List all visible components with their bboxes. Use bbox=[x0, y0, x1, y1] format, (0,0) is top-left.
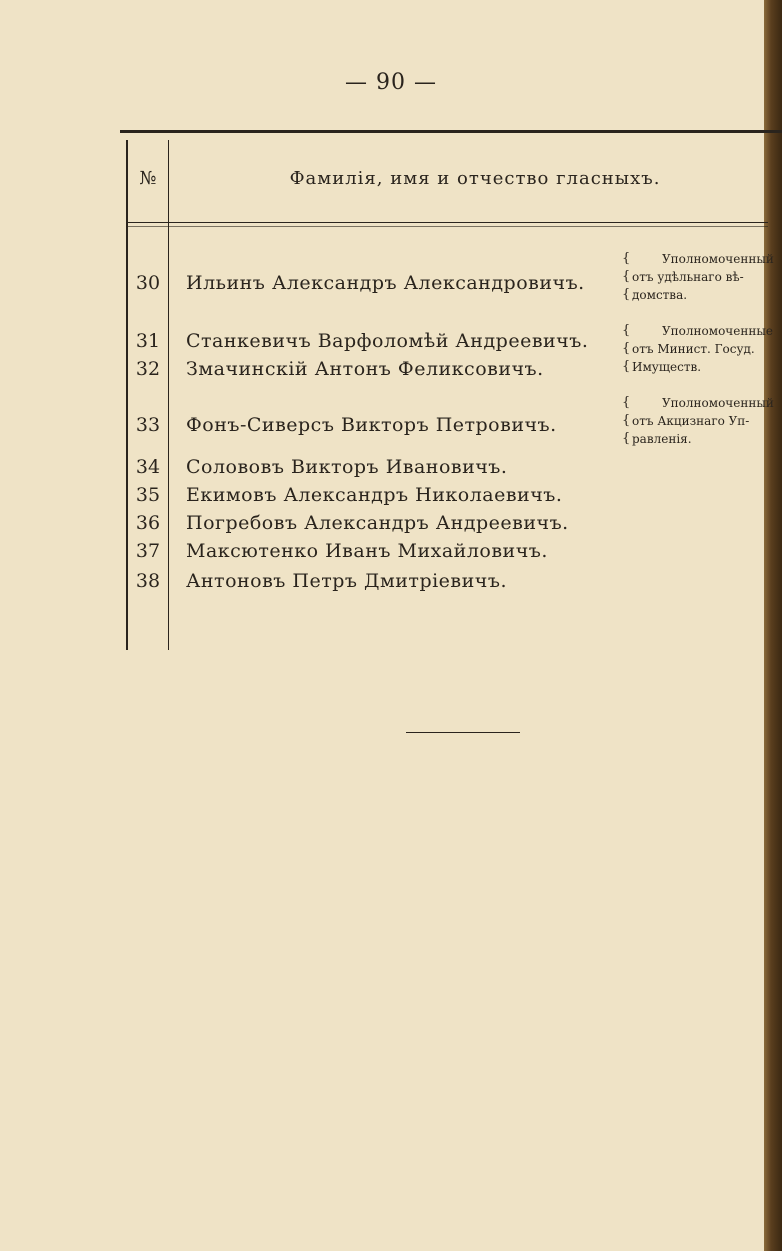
header-name: Фамилія, имя и отчество гласныхъ. bbox=[289, 168, 661, 189]
note-line: Имуществ. bbox=[632, 360, 702, 374]
table-top-rule bbox=[120, 130, 782, 133]
row-name: Екимовъ Александръ Николаевичъ. bbox=[186, 484, 563, 506]
header-bottom-rule bbox=[128, 222, 768, 223]
note-block bbox=[622, 322, 782, 376]
note-line: отъ Акцизнаго Уп- bbox=[632, 414, 750, 428]
note-line: отъ удѣльнаго вѣ- bbox=[632, 270, 744, 284]
row-name: Максютенко Иванъ Михайловичъ. bbox=[186, 540, 548, 562]
row-number: 38 bbox=[135, 570, 161, 592]
row-number: 37 bbox=[135, 540, 161, 562]
row-number: 31 bbox=[135, 330, 161, 352]
header-number: № bbox=[139, 168, 157, 189]
row-number: 36 bbox=[135, 512, 161, 534]
row-number: 33 bbox=[135, 414, 161, 436]
row-number: 32 bbox=[135, 358, 161, 380]
note-line: домства. bbox=[632, 288, 688, 302]
end-rule bbox=[406, 732, 520, 733]
row-number: 30 bbox=[135, 272, 161, 294]
row-name: Змачинскій Антонъ Феликсовичъ. bbox=[186, 358, 544, 380]
row-name: Фонъ-Сиверсъ Викторъ Петровичъ. bbox=[186, 414, 557, 436]
note-line: Уполномоченные bbox=[662, 324, 773, 338]
brace-icon: { { { bbox=[622, 251, 631, 302]
table-column-divider bbox=[168, 140, 169, 650]
row-name: Погребовъ Александръ Андреевичъ. bbox=[186, 512, 569, 534]
note-block bbox=[622, 394, 782, 448]
brace-icon: { { { bbox=[622, 395, 631, 446]
note-line: Уполномоченный bbox=[662, 252, 774, 266]
brace-icon: { { { bbox=[622, 323, 631, 374]
row-number: 35 bbox=[135, 484, 161, 506]
note-line: равленія. bbox=[632, 432, 692, 446]
row-name: Антоновъ Петръ Дмитріевичъ. bbox=[186, 570, 507, 592]
page-number: — 90 — bbox=[345, 70, 437, 95]
row-name: Солововъ Викторъ Ивановичъ. bbox=[186, 456, 508, 478]
row-number: 34 bbox=[135, 456, 161, 478]
note-line: отъ Минист. Госуд. bbox=[632, 342, 755, 356]
note-block bbox=[622, 250, 782, 304]
header-bottom-rule-2 bbox=[128, 226, 768, 227]
row-name: Станкевичъ Варфоломѣй Андреевичъ. bbox=[186, 330, 589, 352]
row-name: Ильинъ Александръ Александровичъ. bbox=[186, 272, 585, 294]
note-line: Уполномоченный bbox=[662, 396, 774, 410]
